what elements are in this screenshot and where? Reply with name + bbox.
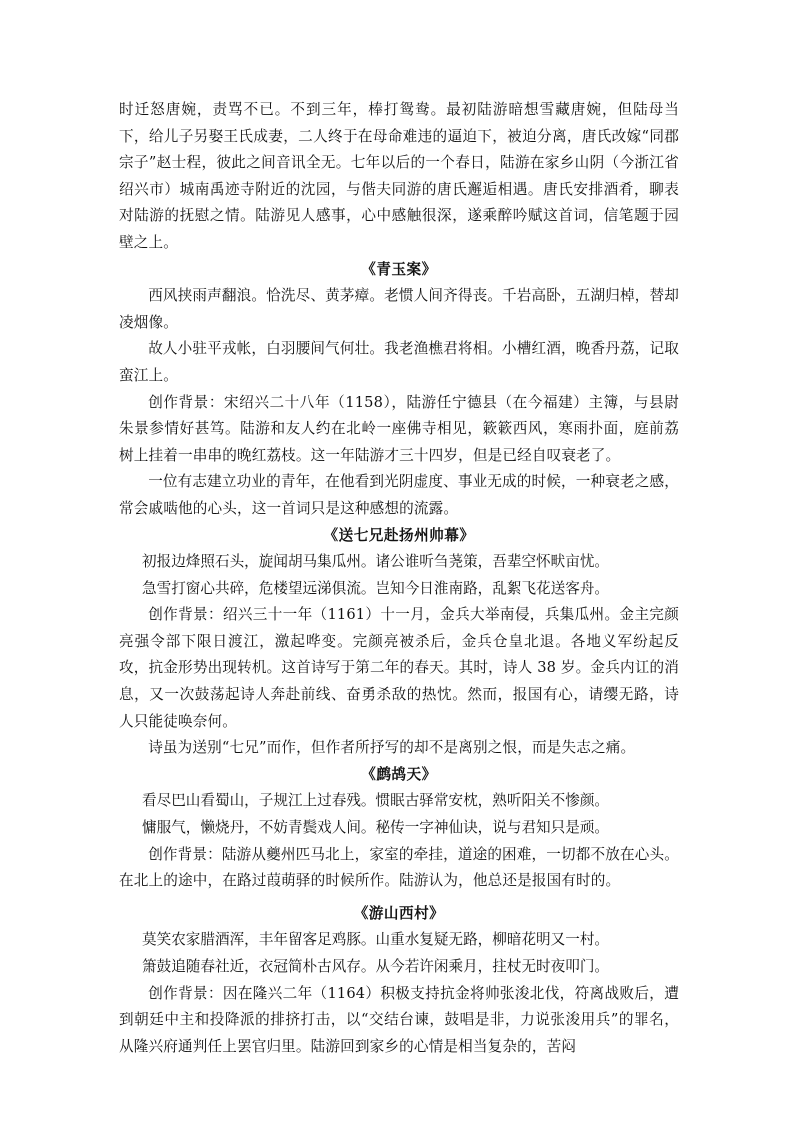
poem-title-qingyuan: 《青玉案》 <box>361 260 437 278</box>
poem-line: 慵服气，懒烧丹，不妨青鬓戏人间。秘传一字神仙诀，说与君知只是顽。 <box>142 819 610 837</box>
poem-line: 莫笑农家腊酒浑，丰年留客足鸡豚。山重水复疑无路，柳暗花明又一村。 <box>142 931 610 949</box>
intro-paragraph: 时迁怒唐婉，责骂不已。不到三年，棒打鸳鸯。最初陆游暗想雪藏唐婉，但陆母当下，给儿子另娶王氏成妻，二人终于在母命难违的逼迫下，被迫分离，唐氏改嫁“同郡宗子”赵士程，彼此之间音讯全无。七年以后的一个春日，陆游在家乡山阴（今浙江省绍兴市）城南禹迹寺附近的沈园，与偕夫同游的唐氏邂逅相遇。唐氏安排酒肴，聊表对陆游的抚慰之情。陆游见人感事，心中感触很深，遂乘醉吟赋这首词，信笔题于园壁之上。 <box>119 101 679 251</box>
commentary: 一位有志建立功业的青年，在他看到光阴虚度、事业无成的时候，一种衰老之感，常会戚啮他的心头，这一首词只是这种感想的流露。 <box>119 473 679 517</box>
poem-title-songqixiong: 《送七兄赴扬州帅幕》 <box>323 526 475 544</box>
poem-line: 急雪打窗心共碎，危楼望远涕俱流。岂知今日淮南路，乱絮飞花送客舟。 <box>142 579 610 597</box>
poem-line: 看尽巴山看蜀山，子规江上过春残。惯眠古驿常安枕，熟听阳关不惨颜。 <box>142 792 610 810</box>
poem-line: 西风挟雨声翻浪。恰洗尽、黄茅瘴。老惯人间齐得丧。千岩高卧，五湖归棹，替却凌烟像。 <box>119 287 679 331</box>
poem-line: 故人小驻平戎帐，白羽腰间气何壮。我老渔樵君将相。小槽红酒，晚香丹荔，记取蛮江上。 <box>119 340 679 384</box>
commentary: 诗虽为送别“七兄”而作，但作者所抒写的却不是离别之恨，而是失志之痛。 <box>148 739 636 757</box>
creation-background: 创作背景：宋绍兴二十八年（1158），陆游任宁德县（在今福建）主簿，与县尉朱景参情好甚笃。陆游和友人约在北岭一座佛寺相见，簌簌西风，寒雨扑面，庭前荔树上挂着一串串的晚红荔枝。这一年陆游才三十四岁，但是已经自叹衰老了。 <box>119 393 679 464</box>
poem-line: 箫鼓追随春社近，衣冠简朴古风存。从今若许闲乘月，拄杖无时夜叩门。 <box>142 958 610 975</box>
poem-line: 初报边烽照石头，旋闻胡马集瓜州。诸公谁听刍荛策，吾辈空怀畎亩忧。 <box>142 553 610 571</box>
creation-background: 创作背景：因在隆兴二年（1164）积极支持抗金将帅张浚北伐，符离战败后，遭到朝廷中主和投降派的排挤打击，以“交结台谏，鼓唱是非，力说张浚用兵”的罪名，从隆兴府通判任上罢官归里。陆游回到家乡的心情是相当复杂的，苦闷 <box>119 984 679 1055</box>
poem-title-youshanxicun: 《游山西村》 <box>353 904 445 922</box>
creation-background: 创作背景：绍兴三十一年（1161）十一月，金兵大举南侵，兵集瓜州。金主完颜亮强令部下限日渡江，激起哗变。完颜亮被杀后，金兵仓皇北退。各地义军纷起反攻，抗金形势出现转机。这首诗写于第二年的春天。其时，诗人 38 岁。金兵内讧的消息，又一次鼓荡起诗人奔赴前线、奋勇杀敌的热忱。然而，报国有心，请缨无路，诗人只能徒唤奈何。 <box>119 606 679 730</box>
poem-title-zhegutian: 《鹧鸪天》 <box>361 765 437 783</box>
creation-background: 创作背景：陆游从夔州匹马北上，家室的牵挂，道途的困难，一切都不放在心头。在北上的途中，在路过葭萌驿的时候所作。陆游认为，他总还是报国有时的。 <box>119 845 679 890</box>
page-content <box>119 97 679 1060</box>
